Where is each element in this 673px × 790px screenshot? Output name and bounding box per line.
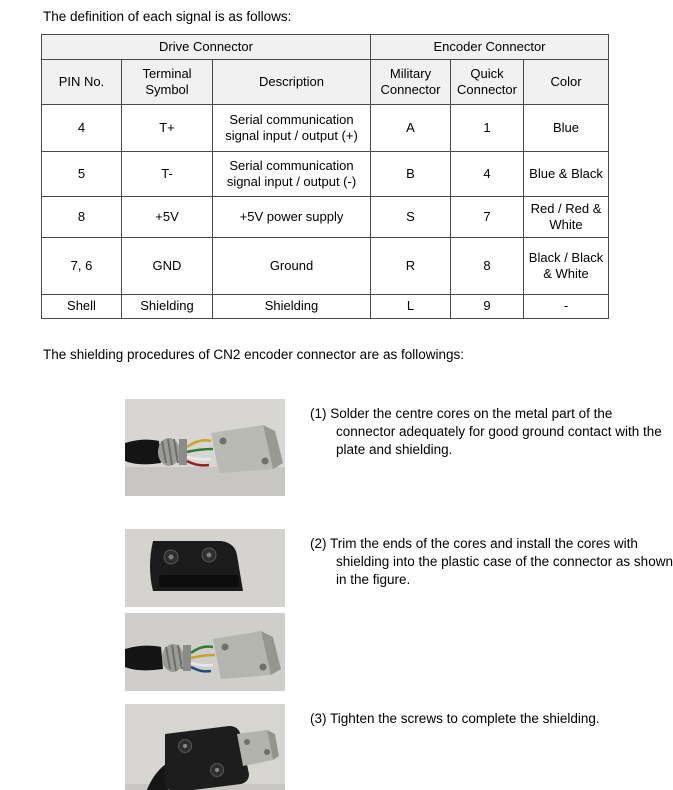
step-row-2 [125,529,673,691]
table-cell: T+ [122,105,213,152]
table-cell: Blue [524,105,609,152]
table-cell: 8 [451,238,524,295]
step-instruction-3 [310,710,673,728]
table-cell: +5V [122,197,213,238]
step-number-1: (1) [310,406,327,421]
step-number-2: (2) [310,536,327,551]
table-row-pin4 [42,105,609,152]
connector-photo-1 [125,399,285,496]
column-header-quick-connector: Quick Connector [451,60,524,105]
table-cell: Shielding [122,295,213,319]
table-row-pin8 [42,197,609,238]
step-text-3: Tighten the screws to complete the shielding. [330,711,600,726]
table-cell: Shell [42,295,122,319]
shielding-intro-text: The shielding procedures of CN2 encoder connector are as followings: [43,347,464,362]
column-header-color: Color [524,60,609,105]
table-cell: Blue & Black [524,152,609,197]
column-header-military-connector: Military Connector [371,60,451,105]
column-header-pin-no: PIN No. [42,60,122,105]
intro-text: The definition of each signal is as follows: [43,9,292,24]
table-cell: A [371,105,451,152]
table-cell: 5 [42,152,122,197]
step-number-3: (3) [310,711,327,726]
column-header-description: Description [213,60,371,105]
group-header-drive-connector: Drive Connector [42,35,371,60]
table-cell: 4 [451,152,524,197]
table-cell: 4 [42,105,122,152]
table-cell: 7, 6 [42,238,122,295]
table-cell: Serial communication signal input / output (+) [213,105,371,152]
step-instruction-2 [310,535,673,589]
photo-step-2-trim-install [125,529,285,691]
connector-photo-2a [125,529,285,607]
photo-step-1-solder-cores [125,399,285,496]
table-column-header-row [42,60,609,105]
shielding-steps [0,399,673,790]
signal-definition-table [41,34,609,319]
table-cell: +5V power supply [213,197,371,238]
table-row-pin5 [42,152,609,197]
step-row-3 [125,704,673,790]
table-cell: T- [122,152,213,197]
table-cell: L [371,295,451,319]
group-header-encoder-connector: Encoder Connector [371,35,609,60]
table-cell: Ground [213,238,371,295]
table-cell: Red / Red & White [524,197,609,238]
table-cell: 7 [451,197,524,238]
photo-step-3-tighten-screws [125,704,285,790]
table-cell: 9 [451,295,524,319]
table-cell: 8 [42,197,122,238]
step-row-1 [125,399,673,496]
table-row-pin7-6 [42,238,609,295]
table-cell: GND [122,238,213,295]
step-instruction-1 [310,405,673,459]
step-text-2: Trim the ends of the cores and install the cores with shielding into the plastic case of the connector as shown in the figure. [330,536,673,587]
table-row-shell [42,295,609,319]
table-cell: S [371,197,451,238]
table-cell: R [371,238,451,295]
connector-photo-2b [125,613,285,691]
table-group-header-row [42,35,609,60]
connector-photo-3 [125,704,285,790]
table-cell: Serial communication signal input / output (-) [213,152,371,197]
table-cell: Shielding [213,295,371,319]
step-text-1: Solder the centre cores on the metal part of the connector adequately for good ground contact with the plate and shielding. [330,406,662,457]
column-header-terminal-symbol: Terminal Symbol [122,60,213,105]
table-cell: Black / Black & White [524,238,609,295]
table-cell: B [371,152,451,197]
table-cell: - [524,295,609,319]
table-cell: 1 [451,105,524,152]
